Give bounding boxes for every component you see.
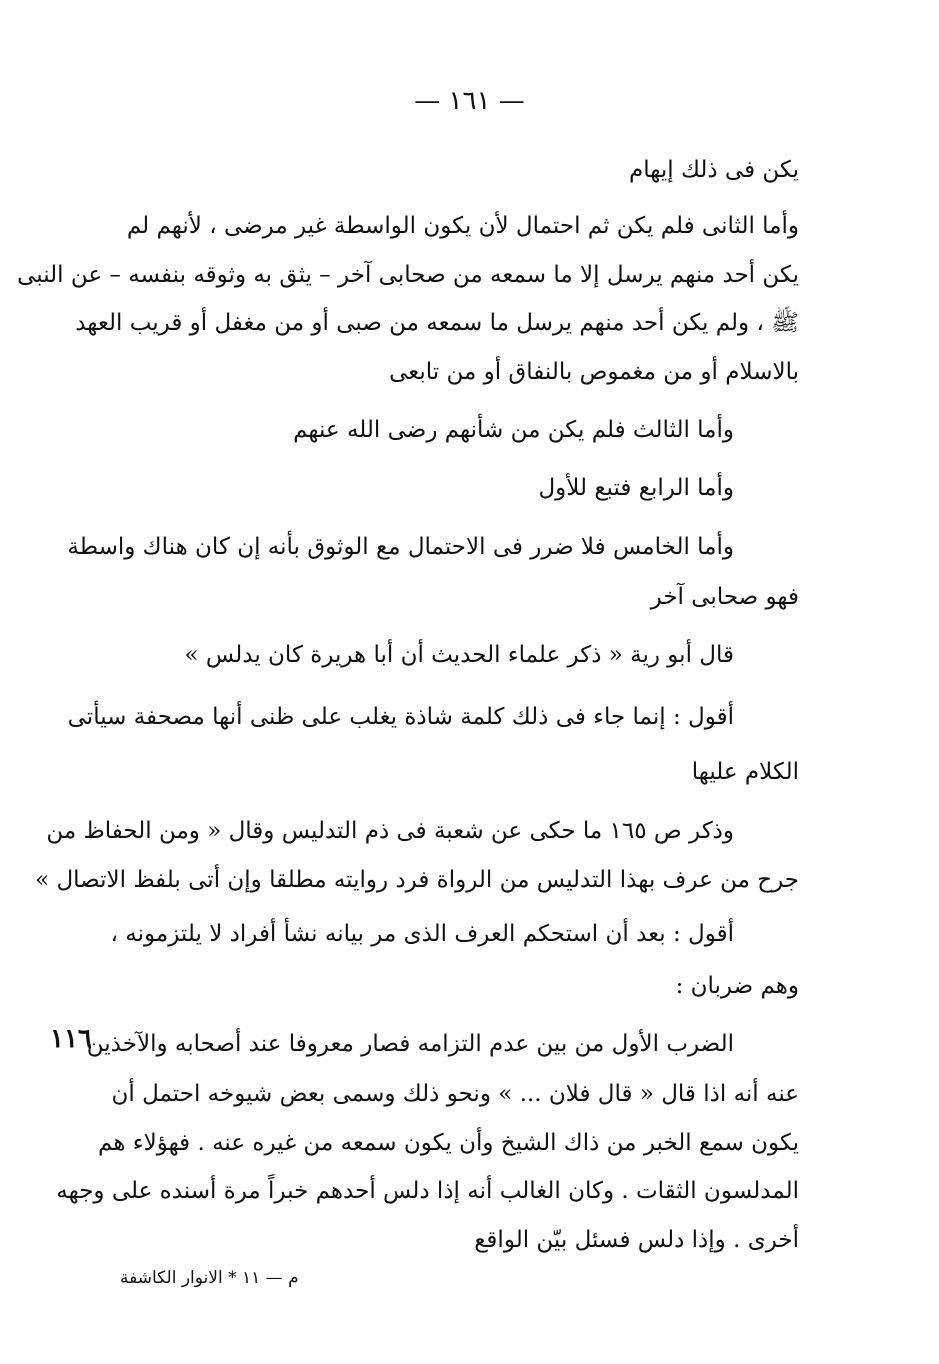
text-line: يكن أحد منهم يرسل إلا ما سمعه من صحابى آخر – يثق به وثوقه بنفسه – عن النبى xyxy=(17,262,799,288)
text-line: وأما الثانى فلم يكن ثم احتمال لأن يكون الواسطة غير مرضى ، لأنهم لم xyxy=(126,213,799,239)
text-line: وأما الرابع فتبع للأول xyxy=(538,475,734,501)
text-line: عنه أنه اذا قال « قال فلان ... » ونحو ذلك وسمى بعض شيوخه احتمل أن xyxy=(111,1081,799,1107)
text-line: وهم ضربان : xyxy=(675,973,799,999)
text-line: ﷺ ، ولم يكن أحد منهم يرسل ما سمعه من صبى أو من مغفل أو قريب العهد xyxy=(75,310,799,336)
text-line: يكن فى ذلك إيهام xyxy=(629,157,799,183)
text-line: الضرب الأول من بين عدم التزامه فصار معروفا عند أصحابه والآخذين xyxy=(86,1031,734,1057)
text-line: قال أبو رية « ذكر علماء الحديث أن أبا هريرة كان يدلس » xyxy=(184,642,734,668)
page-number: — ١٦١ — xyxy=(414,86,525,116)
text-line: أقول : بعد أن استحكم العرف الذى مر بيانه نشأ أفراد لا يلتزمونه ، xyxy=(110,921,734,947)
text-line: وأما الثالث فلم يكن من شأنهم رضى الله عنهم xyxy=(293,417,734,443)
text-line: المدلسون الثقات . وكان الغالب أنه إذا دلس أحدهم خبراً مرة أسنده على وجهه xyxy=(56,1178,799,1204)
text-line: فهو صحابى آخر xyxy=(650,584,799,610)
page-footer: م — ١١ * الانوار الكاشفة xyxy=(120,1268,299,1288)
text-line: أقول : إنما جاء فى ذلك كلمة شاذة يغلب على ظنى أنها مصحفة سيأتى xyxy=(67,704,734,730)
margin-note-number: ١١٦ xyxy=(50,1024,92,1054)
text-line: وأما الخامس فلا ضرر فى الاحتمال مع الوثوق بأنه إن كان هناك واسطة xyxy=(67,534,734,560)
text-line: يكون سمع الخبر من ذاك الشيخ وأن يكون سمعه من غيره عنه . فهؤلاء هم xyxy=(98,1130,799,1156)
text-line: الكلام عليها xyxy=(691,759,799,785)
text-line: أخرى . وإذا دلس فسئل بيّن الواقع xyxy=(474,1227,799,1253)
text-line: وذكر ص ١٦٥ ما حكى عن شعبة فى ذم التدليس وقال « ومن الحفاظ من xyxy=(46,818,734,844)
text-line: جرح من عرف بهذا التدليس من الرواة فرد روايته مطلقا وإن أتى بلفظ الاتصال » xyxy=(35,867,799,893)
text-line: بالاسلام أو من مغموص بالنفاق أو من تابعى xyxy=(389,359,799,385)
